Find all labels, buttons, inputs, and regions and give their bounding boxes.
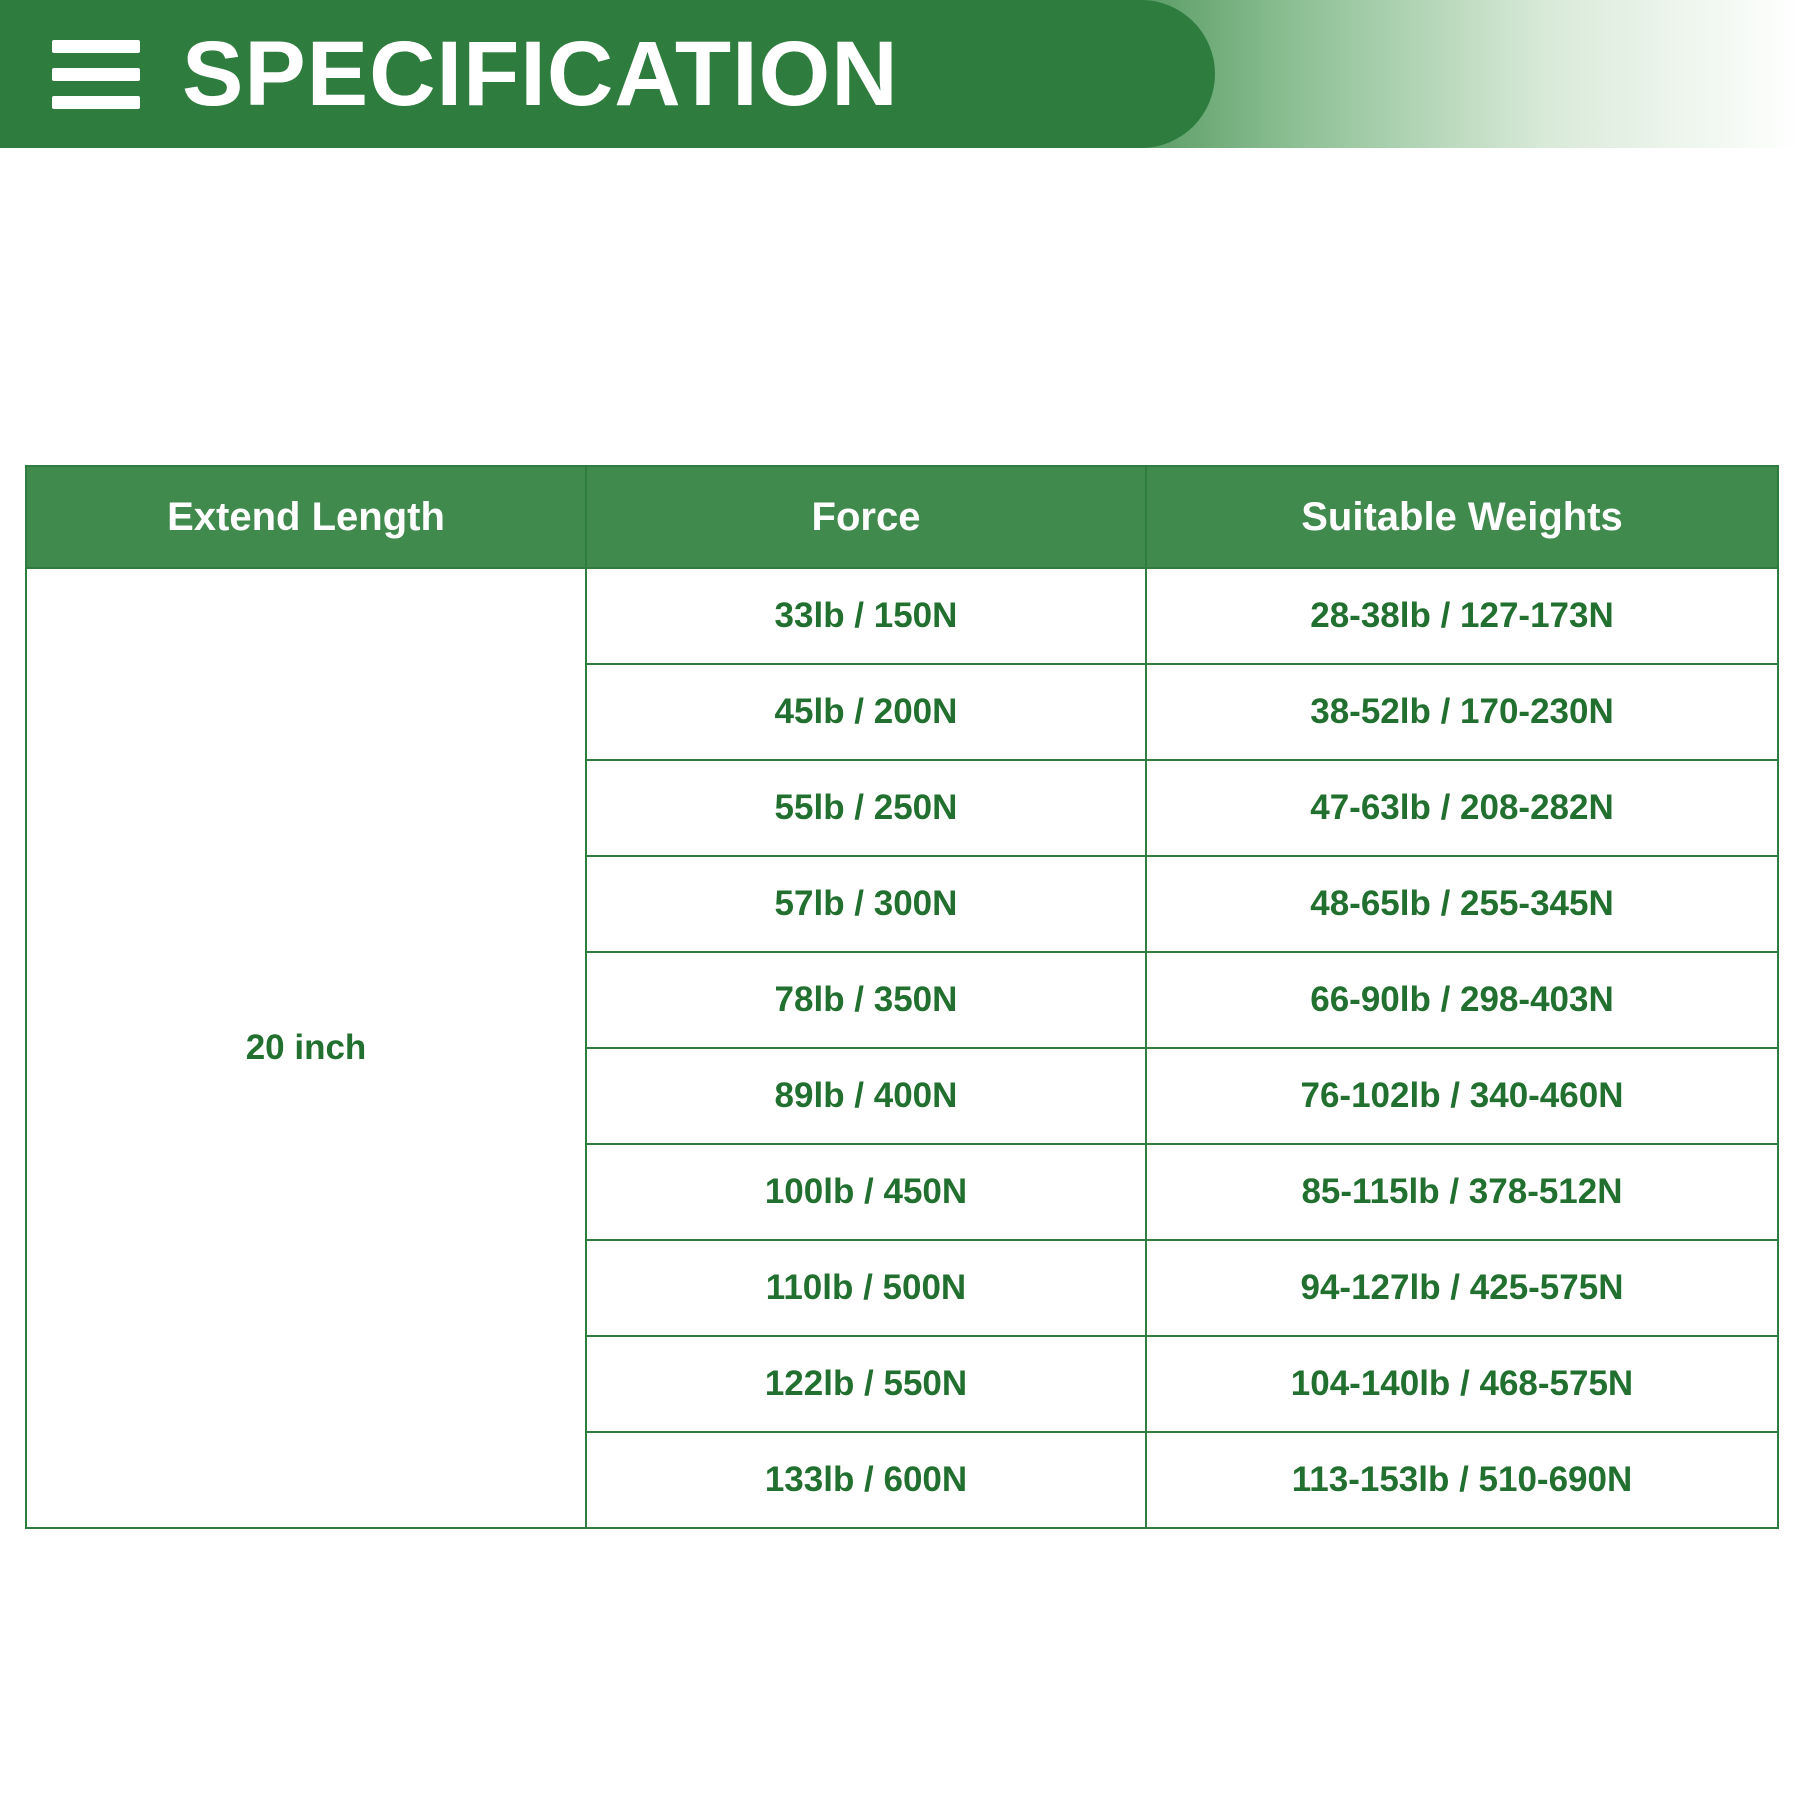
force-value: 33lb / 150N bbox=[586, 568, 1146, 664]
weights-value: 66-90lb / 298-403N bbox=[1146, 952, 1778, 1048]
table-row bbox=[26, 568, 1778, 664]
weights-value: 38-52lb / 170-230N bbox=[1146, 664, 1778, 760]
weights-value: 94-127lb / 425-575N bbox=[1146, 1240, 1778, 1336]
force-value: 122lb / 550N bbox=[586, 1336, 1146, 1432]
weights-value: 48-65lb / 255-345N bbox=[1146, 856, 1778, 952]
weights-value: 104-140lb / 468-575N bbox=[1146, 1336, 1778, 1432]
force-value: 78lb / 350N bbox=[586, 952, 1146, 1048]
specification-table-container bbox=[25, 465, 1777, 1529]
page-title: SPECIFICATION bbox=[182, 23, 899, 125]
force-value: 100lb / 450N bbox=[586, 1144, 1146, 1240]
table-header-row bbox=[26, 466, 1778, 568]
weights-value: 85-115lb / 378-512N bbox=[1146, 1144, 1778, 1240]
weights-value: 113-153lb / 510-690N bbox=[1146, 1432, 1778, 1528]
force-value: 55lb / 250N bbox=[586, 760, 1146, 856]
weights-value: 47-63lb / 208-282N bbox=[1146, 760, 1778, 856]
force-value: 133lb / 600N bbox=[586, 1432, 1146, 1528]
force-value: 45lb / 200N bbox=[586, 664, 1146, 760]
weights-value: 28-38lb / 127-173N bbox=[1146, 568, 1778, 664]
column-header-extend-length: Extend Length bbox=[26, 466, 586, 568]
hamburger-bar bbox=[52, 68, 140, 81]
specification-table bbox=[25, 465, 1779, 1529]
weights-value: 76-102lb / 340-460N bbox=[1146, 1048, 1778, 1144]
header-pill bbox=[0, 0, 1215, 148]
hamburger-bar bbox=[52, 96, 140, 109]
hamburger-menu-icon bbox=[52, 40, 140, 109]
force-value: 57lb / 300N bbox=[586, 856, 1146, 952]
column-header-force: Force bbox=[586, 466, 1146, 568]
force-value: 89lb / 400N bbox=[586, 1048, 1146, 1144]
column-header-suitable-weights: Suitable Weights bbox=[1146, 466, 1778, 568]
specification-header bbox=[0, 0, 1800, 148]
hamburger-bar bbox=[52, 40, 140, 53]
force-value: 110lb / 500N bbox=[586, 1240, 1146, 1336]
extend-length-value: 20 inch bbox=[26, 568, 586, 1528]
